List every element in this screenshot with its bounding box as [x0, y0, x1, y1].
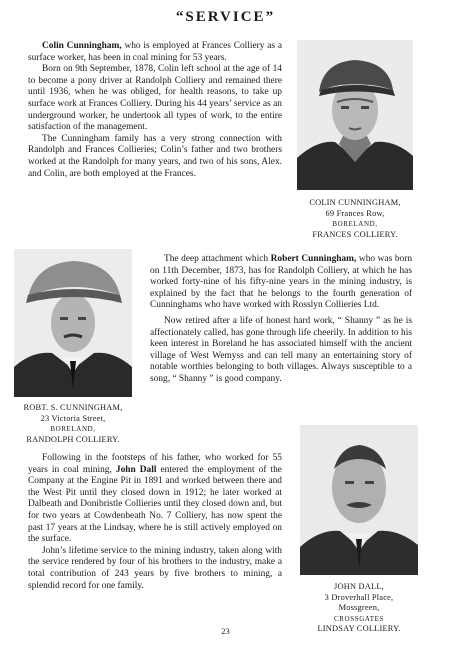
colin-paragraph-3: The Cunningham family has a very strong connection with Randolph and Frances Collieries; Colin’s father and two brothers worked at the Randolph for many years, and two of his sons, Alex. and Colin, are both employed at the Frances. [28, 133, 282, 179]
robert-caption-colliery: RANDOLPH COLLIERY. [26, 434, 120, 444]
robert-caption-name: ROBT. S. CUNNINGHAM, [23, 403, 123, 412]
section-colin-text [28, 41, 282, 180]
colin-paragraph-2: Born on 9th September, 1878, Colin left school at the age of 14 to become a pony driver at Randolph Colliery and remained there until 1936, when he was obliged, for health reasons, to take up surface work at Frances Colliery. During his 44 years’ service as an underground worker, he undertook all types of work, to the entire satisfaction of the management. [28, 64, 282, 133]
robert-intro-text: who was born on 11th December, 1873, has for Randolph Colliery, at which he has worked forty-nine of his fifty-nine years in the mining industry, is explained by the fact that he belongs to the fourth generation of Cunninghams who have worked with Rosslyn Collieries Ltd. [150, 254, 413, 311]
john-caption-address: 3 Droverhall Place, [324, 592, 394, 602]
john-paragraph-2: John’s lifetime service to the mining industry, taken along with the service rendered by four of his brothers to the industry, make a total contribution of 243 years by five brothers to mining, a splendid record for one family. [28, 545, 282, 591]
colin-name: Colin Cunningham, [42, 41, 122, 51]
colin-caption-name: COLIN CUNNINGHAM, [309, 198, 401, 207]
robert-paragraph-1 [150, 254, 412, 312]
john-caption-colliery: LINDSAY COLLIERY. [317, 624, 401, 633]
john-caption-name: JOHN DALL, [334, 582, 384, 591]
colin-portrait-photo [297, 40, 413, 190]
john-caption-town: Mossgreen, [338, 603, 380, 612]
colin-paragraph-1 [28, 41, 282, 64]
robert-paragraph-2: Now retired after a life of honest hard work, “ Shanny ” as he is affectionately called, has gone through life cheerily. In addition to his keen interest in Boreland he has associated himself with the ancient village of West Wemyss and can tell many an entertaining story of notable worthies belonging to both villages. Always susceptible to a song, “ Shanny ” is good company. [150, 315, 412, 384]
robert-portrait-photo [14, 249, 132, 397]
john-paragraph-1 [28, 453, 282, 546]
robert-caption-town: BORELAND, [50, 425, 96, 433]
robert-intro-lead: The deep attachment which [164, 254, 271, 264]
robert-name: Robert Cunningham, [270, 254, 357, 264]
colin-intro-text: who is employed at Frances Colliery as a surface worker, has been in coal mining for 53 years. [28, 41, 283, 63]
page-title: “SERVICE” [175, 9, 276, 25]
john-intro-lead: Following in the footsteps of his father, who worked for 55 years in coal mining, [28, 453, 282, 475]
john-name: John Dall [115, 464, 157, 475]
john-portrait-photo [300, 425, 418, 575]
colin-caption-address: 69 Frances Row, [325, 208, 385, 218]
section-robert-text [150, 254, 412, 386]
page-number: 23 [221, 626, 230, 636]
section-john-text [28, 453, 282, 592]
john-caption-town-2: CROSSGATES [334, 614, 384, 623]
colin-caption-town: BORELAND, [332, 220, 378, 228]
john-intro-text: entered the employment of the Company at the Engine Pit in 1891 and worked between there and the West Pit until they closed down in 1912; he later worked at Dalbeath and Donibristle Collieries until they closed down and, but for two years at Cowdenbeath No. 7 Colliery, has now spent the past 17 years at the Lindsay, where he is still actively employed on the surface. [28, 464, 282, 545]
robert-caption-address: 23 Victoria Street, [40, 413, 106, 423]
colin-caption [292, 198, 418, 240]
colin-caption-colliery: FRANCES COLLIERY. [312, 229, 398, 239]
robert-caption [8, 403, 138, 445]
